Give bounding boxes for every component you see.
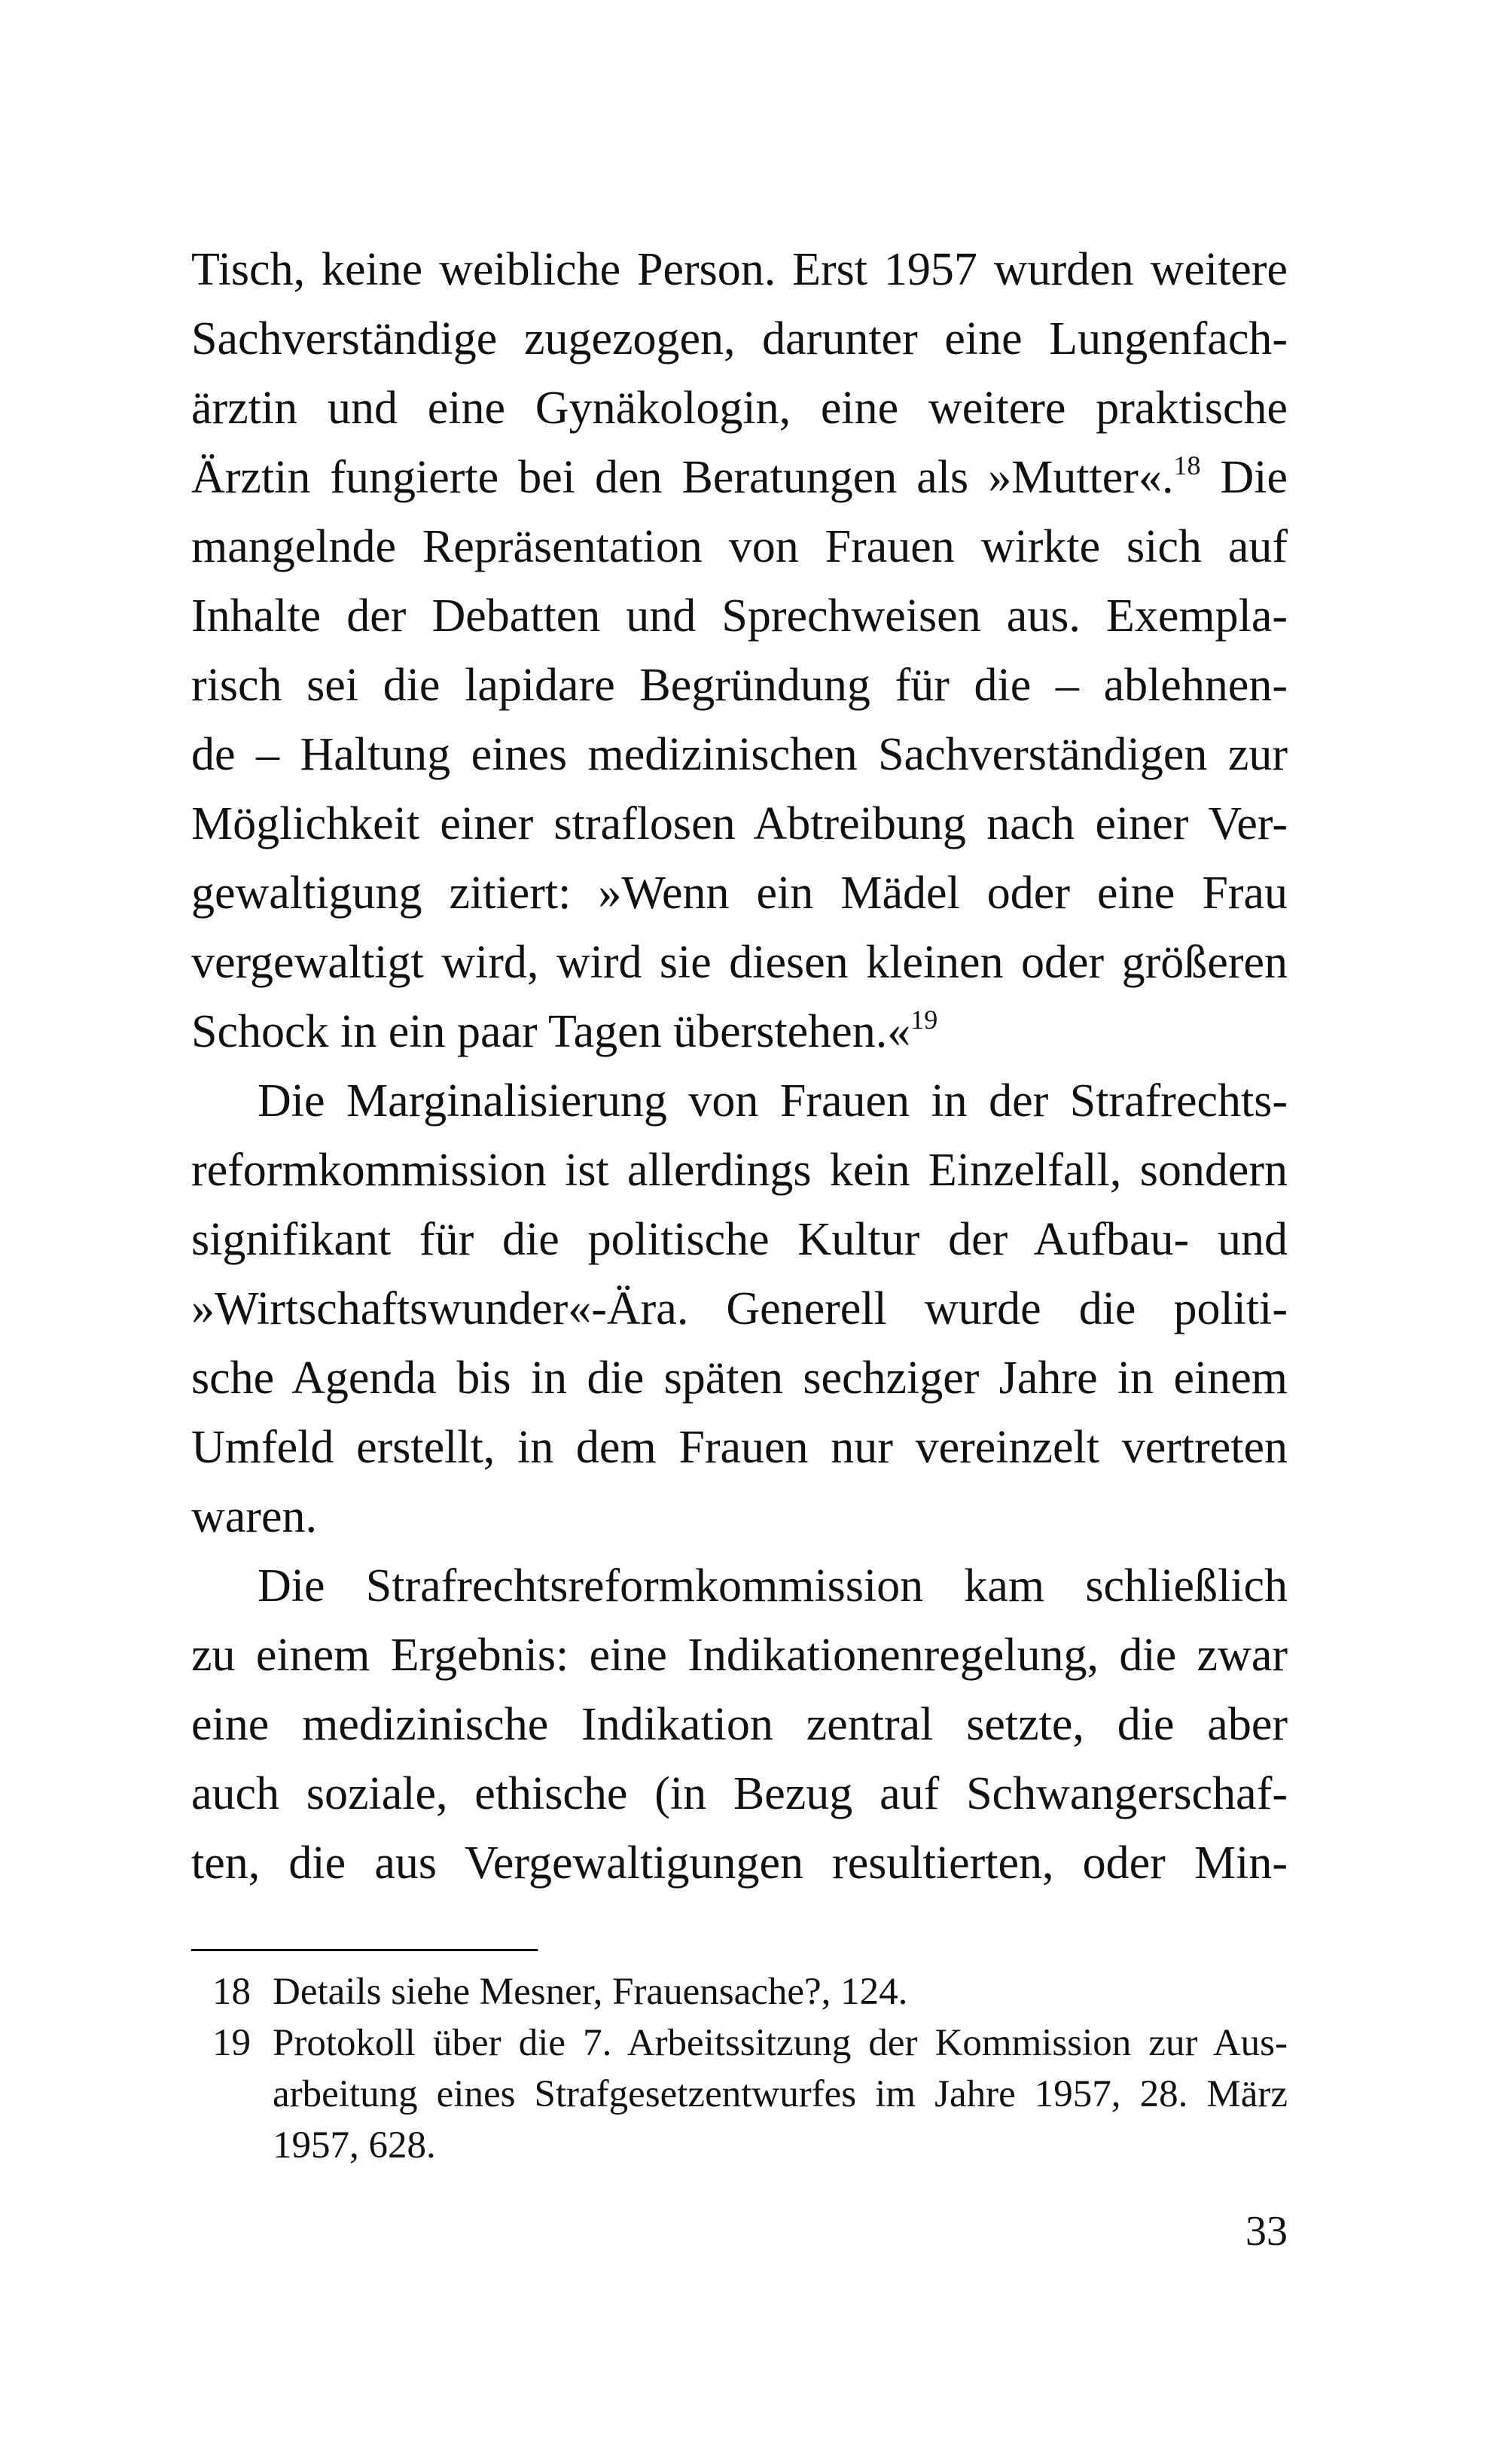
text-line: »Wirtschaftswunder«-Ära. Generell wurde die politi-	[191, 1283, 1288, 1334]
text-segment: Die	[1200, 452, 1288, 503]
footnote-text: Details siehe Mesner, Frauensache?, 124.	[273, 1971, 908, 2013]
footnote-ref-18[interactable]: 18	[1173, 450, 1201, 480]
text-segment: Schock in ein paar Tagen überstehen.«	[191, 1006, 911, 1057]
text-line: auch soziale, ethische (in Bezug auf Schwangerschaf-	[191, 1768, 1288, 1819]
footnote-text: arbeitung eines Strafgesetzentwurfes im Jahre 1957, 28. März	[273, 2073, 1288, 2115]
footnote-ref-19[interactable]: 19	[910, 1005, 938, 1035]
text-line: ten, die aus Vergewaltigungen resultierten, oder Min-	[191, 1837, 1288, 1889]
text-line: Tisch, keine weibliche Person. Erst 1957 wurden weitere	[191, 244, 1288, 295]
text-line: gewaltigung zitiert: »Wenn ein Mädel oder eine Frau	[191, 868, 1288, 919]
text-line: Die Marginalisierung von Frauen in der Strafrechts-	[258, 1075, 1288, 1127]
text-line: mangelnde Repräsentation von Frauen wirkte sich auf	[191, 521, 1288, 572]
text-line: Umfeld erstellt, in dem Frauen nur vereinzelt vertreten	[191, 1422, 1288, 1473]
text-line: Möglichkeit einer straflosen Abtreibung nach einer Ver-	[191, 798, 1288, 849]
text-line	[191, 443, 1288, 512]
text-line: de – Haltung eines medizinischen Sachverständigen zur	[191, 729, 1288, 780]
text-line: eine medizinische Indikation zentral setzte, die aber	[191, 1699, 1288, 1750]
text-line: Inhalte der Debatten und Sprechweisen aus. Exempla-	[191, 590, 1288, 642]
text-line: ärztin und eine Gynäkologin, eine weitere praktische	[191, 383, 1288, 434]
footnote-number: 19	[212, 2022, 251, 2064]
text-line: waren.	[191, 1491, 317, 1542]
text-line: risch sei die lapidare Begründung für die – ablehnen-	[191, 660, 1288, 711]
page-number: 33	[1245, 2208, 1288, 2255]
footnote-separator	[191, 1949, 538, 1951]
text-line: sche Agenda bis in die späten sechziger Jahre in einem	[191, 1352, 1288, 1404]
text-line: vergewaltigt wird, wird sie diesen kleinen oder größeren	[191, 937, 1288, 988]
text-line: Sachverständige zugezogen, darunter eine Lungenfach-	[191, 313, 1288, 364]
text-line: zu einem Ergebnis: eine Indikationenregelung, die zwar	[191, 1630, 1288, 1681]
footnote-text: 1957, 628.	[273, 2124, 436, 2167]
text-line	[191, 997, 1288, 1066]
footnote-text: Protokoll über die 7. Arbeitssitzung der Kommission zur Aus-	[273, 2022, 1288, 2064]
text-segment: Ärztin fungierte bei den Beratungen als »Mutter«.	[191, 452, 1174, 503]
text-line: signifikant für die politische Kultur der Aufbau- und	[191, 1214, 1288, 1265]
text-line: Die Strafrechtsreformkommission kam schließlich	[258, 1560, 1288, 1612]
footnote-number: 18	[212, 1971, 251, 2013]
text-line: reformkommission ist allerdings kein Einzelfall, sondern	[191, 1145, 1288, 1196]
